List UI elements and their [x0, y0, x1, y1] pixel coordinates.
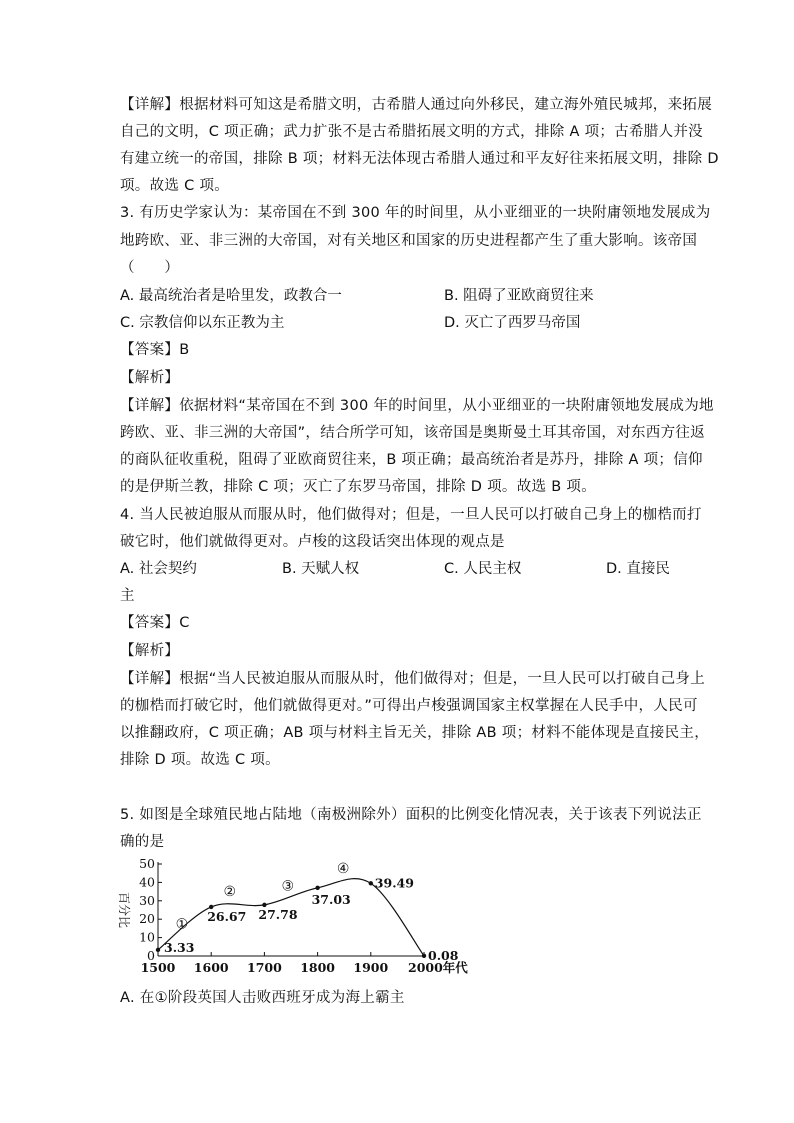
y-tick-label: 50	[139, 856, 155, 871]
q4-answer: 【答案】C	[120, 615, 190, 631]
x-tick-label: 1500	[140, 960, 176, 975]
x-tick-label: 1600	[193, 960, 229, 975]
stage-marker: ②	[223, 884, 237, 901]
stage-marker: ①	[175, 916, 189, 933]
y-tick-label: 40	[139, 874, 155, 890]
data-label: 39.49	[374, 875, 414, 891]
q5-option-a: A. 在①阶段英国人击败西班牙成为海上霸主	[120, 990, 405, 1006]
q4-analysis-label: 【解析】	[120, 643, 180, 659]
x-tick-label: 1900	[353, 960, 389, 975]
q2-analysis-line-4: 项。故选 C 项。	[120, 178, 230, 194]
q3-option-a: A. 最高统治者是哈里发，政教合一	[120, 288, 342, 304]
q3-option-d: D. 灭亡了西罗马帝国	[444, 315, 581, 331]
colony-area-line-chart	[116, 852, 476, 982]
data-point	[315, 886, 319, 890]
q3-analysis-line-4: 的是伊斯兰教，排除 C 项；灭亡了东罗马帝国，排除 D 项。故选 B 项。	[120, 479, 596, 495]
q3-analysis-line-3: 的商队征收重税，阻碍了亚欧商贸往来，B 项正确；最高统治者是苏丹，排除 A 项；信仰	[120, 452, 703, 468]
chart-point-labels	[164, 875, 459, 963]
y-tick-label: 20	[139, 911, 155, 927]
q3-analysis-line-1: 【详解】依据材料“某帝国在不到 300 年的时间里，从小亚细亚的一块附庸领地发展成为地	[120, 398, 714, 414]
q2-analysis-line-2: 自己的文明，C 项正确；武力扩张不是古希腊拓展文明的方式，排除 A 项；古希腊人并没	[120, 124, 703, 140]
q2-analysis-line-3: 有建立统一的帝国，排除 B 项；材料无法体现古希腊人通过和平友好往来拓展文明，排除 D	[120, 151, 719, 167]
q4-analysis-line-1: 【详解】根据“当人民被迫服从而服从时，他们做得对；但是，一旦人民可以打破自己身上	[120, 671, 706, 687]
q3-answer: 【答案】B	[120, 342, 190, 358]
q4-option-b: B. 天赋人权	[282, 561, 360, 577]
chart-y-axis-label: 百分比	[117, 891, 131, 929]
q3-stem-line-1: 3. 有历史学家认为：某帝国在不到 300 年的时间里，从小亚细亚的一块附庸领地发展成为	[120, 205, 711, 221]
q4-stem-line-2: 破它时，他们就做得更对。卢梭的这段话突出体现的观点是	[120, 534, 505, 550]
data-label: 27.78	[258, 906, 298, 922]
q4-option-d: D. 直接民	[606, 561, 670, 577]
y-tick-label: 10	[139, 929, 155, 945]
data-point	[369, 881, 373, 885]
q3-analysis-label: 【解析】	[120, 370, 180, 386]
q4-analysis-line-2: 的枷梏而打破它时，他们就做得更对。”可得出卢梭强调国家主权掌握在人民手中，人民可	[120, 698, 698, 714]
q4-option-c: C. 人民主权	[444, 561, 522, 577]
stage-marker: ④	[336, 861, 350, 878]
stage-marker: ③	[281, 878, 295, 895]
data-point	[156, 948, 160, 952]
q3-stem-line-3: （ ）	[120, 260, 180, 276]
q3-option-b: B. 阻碍了亚欧商贸往来	[444, 288, 594, 304]
chart-y-ticks	[139, 856, 162, 963]
q4-option-d-wrap: 主	[120, 588, 135, 604]
q4-analysis-line-4: 排除 D 项。故选 C 项。	[120, 752, 280, 768]
data-label: 0.08	[428, 947, 459, 963]
data-label: 3.33	[164, 939, 195, 955]
q5-stem-line-2: 确的是	[120, 834, 165, 850]
data-point	[422, 954, 426, 958]
q3-option-c: C. 宗教信仰以东正教为主	[120, 315, 285, 331]
data-label: 26.67	[207, 908, 247, 924]
chart-x-ticks	[141, 952, 469, 975]
q5-stem-line-1: 5. 如图是全球殖民地占陆地（南极洲除外）面积的比例变化情况表，关于该表下列说法正	[120, 807, 702, 823]
q4-stem-line-1: 4. 当人民被迫服从而服从时，他们做得对；但是，一旦人民可以打破自己身上的枷梏而打	[120, 507, 702, 523]
x-tick-label: 1700	[247, 960, 282, 975]
data-label: 37.03	[311, 891, 351, 907]
y-tick-label: 0	[147, 948, 155, 963]
y-tick-label: 30	[139, 892, 155, 908]
q4-analysis-line-3: 以推翻政府，C 项正确；AB 项与材料主旨无关，排除 AB 项；材料不能体现是直接民主，	[120, 725, 709, 741]
x-tick-label: 1800	[300, 960, 335, 975]
q3-stem-line-2: 地跨欧、亚、非三洲的大帝国，对有关地区和国家的历史进程都产生了重大影响。该帝国	[120, 233, 698, 249]
q4-option-a: A. 社会契约	[120, 561, 197, 577]
q3-analysis-line-2: 跨欧、亚、非三洲的大帝国”，结合所学可知，该帝国是奥斯曼土耳其帝国，对东西方往返	[120, 425, 706, 441]
q2-analysis-line-1: 【详解】根据材料可知这是希腊文明，古希腊人通过向外移民，建立海外殖民城邦，来拓展	[120, 97, 712, 113]
x-tick-label: 2000年代	[408, 960, 468, 975]
